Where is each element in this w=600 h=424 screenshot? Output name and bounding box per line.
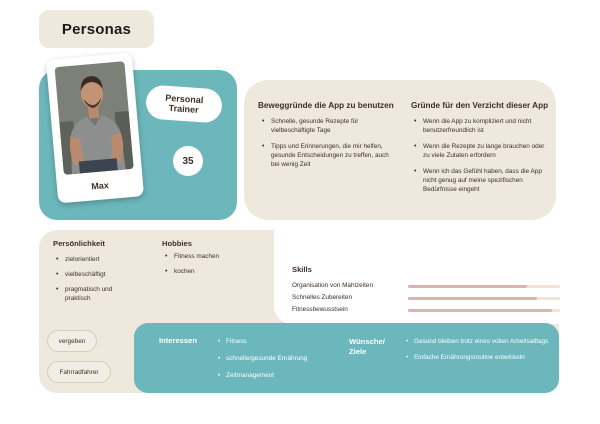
tag-label: vergeben bbox=[58, 337, 86, 345]
hobbies-list bbox=[162, 252, 262, 282]
motivations-list bbox=[259, 117, 395, 176]
page-title: Personas bbox=[61, 20, 132, 38]
skill-bar-fill bbox=[408, 297, 537, 300]
personality-list bbox=[53, 255, 139, 309]
skill-label: Schnelles Zubereiten bbox=[292, 294, 353, 301]
list-item: • kochen bbox=[162, 267, 262, 276]
page-title-chip bbox=[39, 10, 154, 48]
list-item: • zielorientiert bbox=[53, 255, 139, 264]
persona-photo bbox=[55, 61, 134, 175]
list-item: • pragmatisch und praktisch bbox=[53, 285, 139, 303]
tag-relationship bbox=[47, 330, 97, 352]
list-item: • Schnelle, gesunde Rezepte für vielbeschäftigte Tage bbox=[259, 117, 395, 135]
skill-bar-fill bbox=[408, 309, 552, 312]
list-item: • schnelle/gesunde Ernährung bbox=[216, 354, 346, 363]
tag-label: Fahrradfahrer bbox=[59, 368, 99, 376]
hobbies-title: Hobbies bbox=[162, 239, 192, 248]
skill-bar-fill bbox=[408, 285, 527, 288]
list-item: • Fitness bbox=[216, 337, 346, 346]
reasons-against-title: Gründe für den Verzicht dieser App bbox=[411, 101, 549, 110]
tag-hobby bbox=[47, 361, 111, 383]
persona-age-badge bbox=[173, 146, 203, 176]
list-item: • Zeitmanagement bbox=[216, 371, 346, 380]
list-item: • Fitness machen bbox=[162, 252, 262, 261]
list-item: • vielbeschäftigt bbox=[53, 270, 139, 279]
persona-name: Max bbox=[90, 180, 110, 192]
interests-title: Interessen bbox=[159, 336, 197, 345]
skill-bar-track bbox=[408, 297, 560, 300]
personality-title: Persönlichkeit bbox=[53, 239, 105, 248]
persona-age: 35 bbox=[182, 155, 194, 167]
interests-list bbox=[216, 337, 346, 388]
list-item: • Wenn die Rezepte zu lange brauchen oder zu viele Zutaten erfordern bbox=[411, 142, 549, 160]
list-item: • Tipps und Erinnerungen, die mir helfen, gesunde Entscheidungen zu treffen, auch bei wenig Zeit bbox=[259, 142, 395, 169]
persona-photo-card bbox=[46, 53, 144, 204]
list-item: • Gesund bleiben trotz eines vollen Arbeitsalltags bbox=[404, 337, 554, 346]
skill-label: Organisation von Mahlzeiten bbox=[292, 282, 373, 289]
list-item: • Wenn ich das Gefühl haben, dass die App nicht genug auf meine spezifischen Bedürfnisse eingeht bbox=[411, 167, 549, 194]
skills-title: Skills bbox=[292, 265, 312, 274]
list-item: • Wenn die App zu kompliziert und nicht benutzerfreundlich ist bbox=[411, 117, 549, 135]
persona-role: Personal Trainer bbox=[165, 92, 204, 116]
skill-bar-track bbox=[408, 309, 560, 312]
wishes-list bbox=[404, 337, 554, 369]
reasons-against-list bbox=[411, 117, 549, 201]
motivations-title: Beweggründe die App zu benutzen bbox=[258, 101, 394, 110]
skill-bar-track bbox=[408, 285, 560, 288]
persona-role-badge bbox=[145, 84, 223, 123]
list-item: • Einfache Ernährungsroutine entwickeln bbox=[404, 353, 554, 362]
skill-label: Fitnessbewusstsein bbox=[292, 306, 348, 313]
wishes-title: Wünsche/ Ziele bbox=[349, 337, 385, 356]
